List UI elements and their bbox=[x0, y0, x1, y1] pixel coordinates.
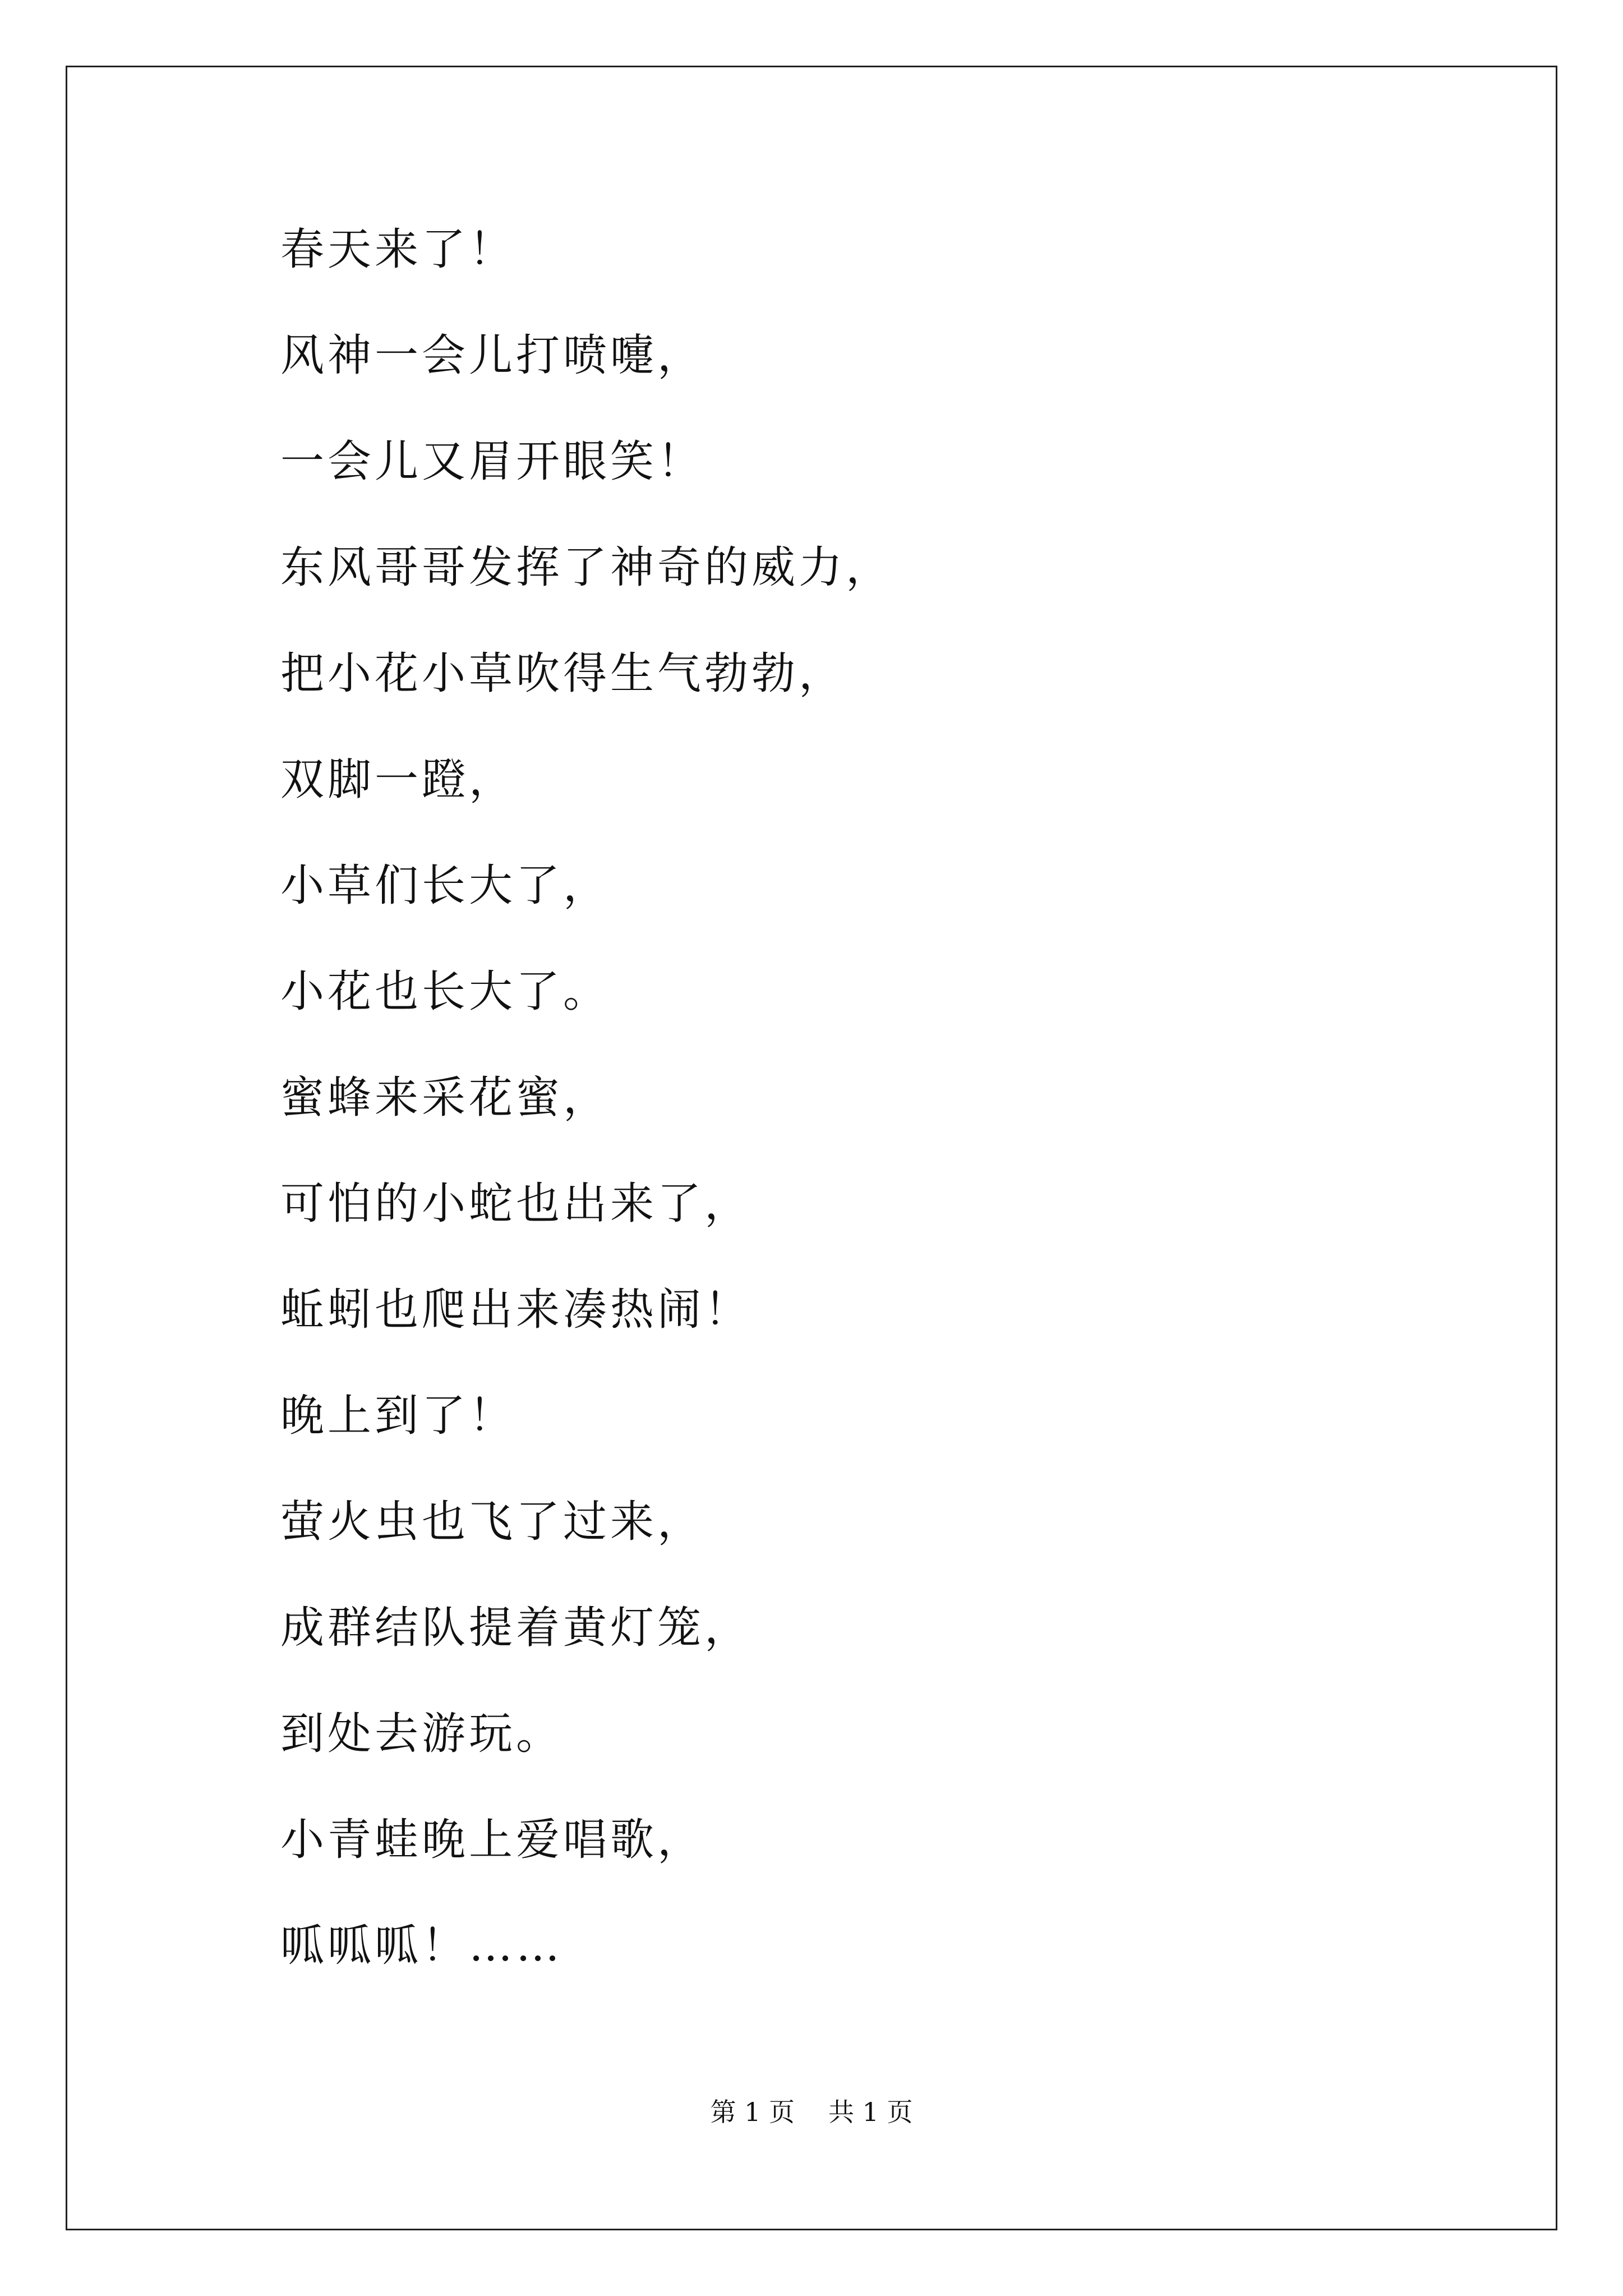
page-number-total: 共 1 页 bbox=[828, 2097, 913, 2127]
poem-line: 萤火虫也飞了过来， bbox=[280, 1497, 705, 1547]
poem-line: 晚上到了！ bbox=[280, 1391, 517, 1441]
poem-line: 蜜蜂来采花蜜， bbox=[280, 1073, 611, 1123]
poem-line: 东风哥哥发挥了神奇的威力， bbox=[280, 542, 893, 593]
poem-line: 到处去游玩。 bbox=[280, 1709, 564, 1759]
poem-line: 呱呱呱！…… bbox=[280, 1921, 564, 1971]
poem-line: 一会儿又眉开眼笑！ bbox=[280, 436, 705, 487]
poem-line: 小花也长大了。 bbox=[280, 967, 611, 1017]
poem-line: 双脚一蹬， bbox=[280, 754, 517, 805]
poem-line: 把小花小草吹得生气勃勃， bbox=[280, 648, 846, 699]
page-number-current: 第 1 页 bbox=[710, 2097, 795, 2127]
poem-line: 春天来了！ bbox=[280, 224, 517, 275]
poem-line: 蚯蚓也爬出来凑热闹！ bbox=[280, 1285, 752, 1335]
poem-line: 小草们长大了， bbox=[280, 861, 611, 911]
poem-line: 成群结队提着黄灯笼， bbox=[280, 1603, 752, 1653]
page-footer bbox=[0, 2095, 1623, 2129]
poem-body bbox=[280, 219, 893, 2021]
poem-line: 小青蛙晚上爱唱歌， bbox=[280, 1815, 705, 1865]
poem-line: 可怕的小蛇也出来了， bbox=[280, 1179, 752, 1229]
poem-line: 风神一会儿打喷嚏， bbox=[280, 330, 705, 381]
